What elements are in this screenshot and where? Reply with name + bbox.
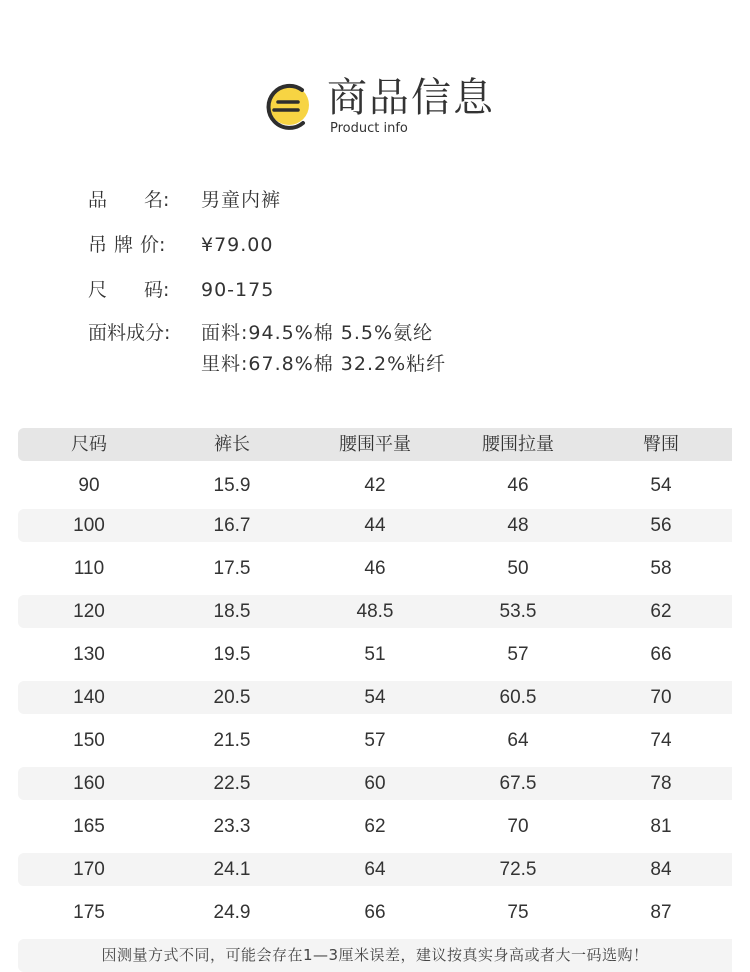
table-cell: 150 [73, 730, 105, 751]
table-cell: 42 [364, 475, 386, 496]
info-value: 90-175 [201, 279, 275, 301]
table-cell: 54 [364, 687, 386, 708]
table-cell: 57 [364, 730, 386, 751]
table-row [18, 509, 732, 542]
info-value: ¥79.00 [201, 234, 274, 256]
table-cell: 72.5 [499, 859, 537, 880]
column-header: 尺码 [71, 434, 107, 455]
table-cell: 48.5 [356, 601, 394, 622]
table-cell: 78 [650, 773, 672, 794]
table-cell: 175 [73, 902, 105, 923]
table-cell: 54 [650, 475, 672, 496]
table-cell: 17.5 [213, 558, 251, 579]
table-cell: 60.5 [499, 687, 537, 708]
table-row [18, 552, 732, 585]
table-cell: 58 [650, 558, 672, 579]
label-char: 牌 [114, 234, 134, 256]
table-cell: 165 [73, 816, 105, 837]
table-cell: 62 [364, 816, 386, 837]
table-cell: 22.5 [213, 773, 251, 794]
column-header: 腰围平量 [339, 434, 411, 455]
page-subtitle: Product info [330, 121, 408, 136]
table-cell: 64 [364, 859, 386, 880]
table-cell: 46 [364, 558, 386, 579]
header [0, 0, 750, 150]
table-cell: 48 [507, 515, 529, 536]
table-cell: 19.5 [213, 644, 251, 665]
column-header: 臀围 [643, 434, 679, 455]
table-cell: 62 [650, 601, 672, 622]
table-row [18, 767, 732, 800]
table-cell: 21.5 [213, 730, 251, 751]
table-cell: 74 [650, 730, 672, 751]
table-cell: 110 [73, 558, 105, 579]
column-header: 腰围拉量 [482, 434, 554, 455]
label-char: 面料成分: [88, 322, 171, 344]
table-cell: 120 [73, 601, 105, 622]
table-cell: 67.5 [499, 773, 537, 794]
menu-lines-icon [262, 80, 318, 132]
info-value: 男童内裤 [201, 189, 282, 211]
table-cell: 66 [650, 644, 672, 665]
table-row [18, 469, 732, 502]
table-cell: 15.9 [213, 475, 251, 496]
table-cell: 100 [73, 515, 105, 536]
table-cell: 70 [650, 687, 672, 708]
label-char: 品 [88, 189, 108, 211]
table-cell: 81 [650, 816, 672, 837]
table-cell: 24.9 [213, 902, 251, 923]
table-header [18, 428, 732, 461]
size-note [18, 939, 732, 972]
label-char: 尺 [88, 279, 108, 301]
table-row [18, 724, 732, 757]
table-cell: 160 [73, 773, 105, 794]
table-cell: 130 [73, 644, 105, 665]
table-cell: 75 [507, 902, 529, 923]
table-row [18, 853, 732, 886]
table-cell: 51 [364, 644, 386, 665]
column-header: 裤长 [214, 434, 250, 455]
size-note-text: 因测量方式不同，可能会存在1—3厘米误差，建议按真实身高或者大一码选购！ [101, 946, 649, 964]
table-cell: 23.3 [213, 816, 251, 837]
label-char: 价: [140, 234, 166, 256]
table-row [18, 896, 732, 929]
table-cell: 18.5 [213, 601, 251, 622]
table-cell: 90 [78, 475, 100, 496]
table-cell: 53.5 [499, 601, 537, 622]
table-cell: 50 [507, 558, 529, 579]
label-char: 名: [144, 189, 170, 211]
table-cell: 56 [650, 515, 672, 536]
table-cell: 170 [73, 859, 105, 880]
table-row [18, 638, 732, 671]
table-cell: 87 [650, 902, 672, 923]
table-cell: 16.7 [213, 515, 251, 536]
table-cell: 66 [364, 902, 386, 923]
table-cell: 84 [650, 859, 672, 880]
table-cell: 70 [507, 816, 529, 837]
info-value: 面料:94.5%棉 5.5%氨纶 [201, 322, 434, 344]
table-cell: 140 [73, 687, 105, 708]
table-cell: 60 [364, 773, 386, 794]
table-cell: 46 [507, 475, 529, 496]
table-cell: 57 [507, 644, 529, 665]
table-row [18, 810, 732, 843]
label-char: 码: [144, 279, 170, 301]
table-cell: 44 [364, 515, 386, 536]
page-title: 商品信息 [327, 75, 495, 121]
table-row [18, 681, 732, 714]
info-value: 里料:67.8%棉 32.2%粘纤 [201, 353, 447, 375]
label-char: 吊 [88, 234, 108, 256]
table-row [18, 595, 732, 628]
table-cell: 20.5 [213, 687, 251, 708]
table-cell: 64 [507, 730, 529, 751]
table-cell: 24.1 [213, 859, 251, 880]
